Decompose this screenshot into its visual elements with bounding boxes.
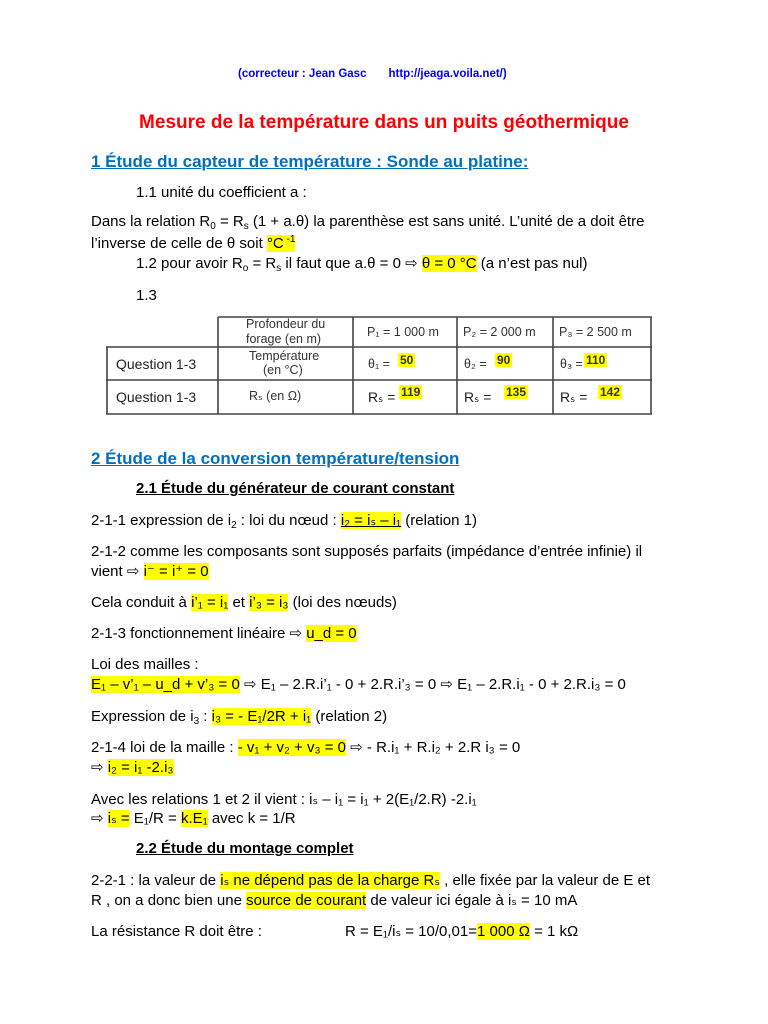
line-2-1-2-b: vient ⇨ i⁻ = i⁺ = 0 [91, 563, 209, 580]
temperature-value-1: 50 [400, 353, 414, 367]
resistance-value-3: 142 [600, 385, 621, 399]
paragraph-1-1-line2: l’inverse de celle de θ soit °C $^{-1}$ [91, 234, 296, 252]
subsection-2-1-title: 2.1 Étude du générateur de courant constant [136, 480, 455, 497]
theta1-label: θ₁ = [368, 357, 390, 371]
section-1-title: 1 Étude du capteur de température : Sonde au platine: [91, 152, 529, 171]
line-2-1-2-a: 2-1-2 comme les composants sont supposés parfaits (impédance d’entrée infinie) il [91, 543, 643, 560]
subsection-2-2-title: 2.2 Étude du montage complet [136, 840, 354, 857]
row1-label: Question 1-3 [116, 356, 197, 372]
k-e1: k.E₁ [180, 810, 208, 827]
line-relations-a: Avec les relations 1 et 2 il vient : iₛ – i₁ = i₁ + 2(E₁/2.R) -2.i₁ [91, 791, 477, 808]
depth-header-line1: Profondeur du [246, 317, 326, 331]
temperature-value-2: 90 [497, 353, 511, 367]
line-node-law: Cela conduit à i’₁ = i₁ et i’₃ = i₃ (loi des nœuds) [91, 594, 397, 611]
rs2-label: Rₛ = [464, 389, 492, 405]
current-source: source de courant [246, 892, 367, 909]
resistance-value-1: 119 [401, 385, 421, 399]
section-2-title: 2 Étude de la conversion température/tension [91, 449, 460, 468]
temperature-value-3: 110 [586, 353, 606, 367]
theta2-label: θ₂ = [464, 357, 487, 371]
results-table [106, 314, 652, 416]
temperature-label-line1: Température [249, 349, 320, 363]
line-i3-expression: Expression de $i_3$ : i₃ = - E₁/2R + i₁ (relation 2) [91, 708, 388, 727]
depth-p1: P₁ = 1 000 m [367, 325, 439, 339]
depth-p2: P₂ = 2 000 m [463, 325, 536, 339]
independent-of-load: iₛ ne dépend pas de la charge Rₛ [220, 872, 440, 889]
temperature-label-line2: (en °C) [263, 363, 303, 377]
node-law-3: i’₃ = i₃ [249, 594, 289, 611]
resistance-answer: 1 000 Ω [477, 923, 530, 940]
line-relations-b: ⇨ iₛ = E₁/R = k.E₁ avec k = 1/R [91, 810, 296, 827]
i2-result: i₂ = i₁ -2.i₃ [107, 759, 174, 776]
theta-answer: θ = 0 °C [421, 255, 477, 272]
resistance-label: Rₛ (en Ω) [249, 389, 302, 403]
author-url-link[interactable]: http://jeaga.voila.net/) [388, 68, 507, 80]
node-law-1: i’₁ = i₁ [191, 594, 229, 611]
ud-zero: u_d = 0 [306, 625, 357, 642]
relation-2: i₃ = - E₁/2R + i₁ [211, 708, 312, 725]
unit-answer: °C $^{-1}$ [266, 234, 296, 252]
line-2-2-1-b: R , on a donc bien une source de courant de valeur ici égale à iₛ = 10 mA [91, 892, 578, 909]
resistance-value-2: 135 [506, 385, 527, 399]
rs1-label: Rₛ = [368, 389, 396, 405]
line-2-1-1: 2-1-1 expression de $i_2$ : loi du nœud : i₂ = iₛ – i₁ (relation 1) [91, 512, 477, 531]
line-2-1-4-b: ⇨ i₂ = i₁ -2.i₃ [91, 759, 174, 776]
theta3-label: θ₃ = [560, 357, 583, 371]
line-2-1-3: 2-1-3 fonctionnement linéaire ⇨ u_d = 0 [91, 625, 357, 642]
mesh-law-label: Loi des mailles : [91, 656, 199, 673]
resistance-calculation: R = E₁/iₛ = 10/0,01=1 000 Ω = 1 kΩ [345, 923, 579, 940]
page-title: Mesure de la température dans un puits géothermique [139, 112, 629, 133]
loop-law: - v₁ + v₂ + v₃ = 0 [237, 739, 347, 756]
relation-1: i₂ = iₛ – i₁ [340, 512, 402, 529]
mesh-law-equation: E₁ – v’₁ – u_d + v’₃ = 0 ⇨ E₁ – 2.R.i’₁ - 0 + 2.R.i’₃ = 0 ⇨ E₁ – 2.R.i₁ - 0 + 2.R.i₃ = 0 [91, 676, 626, 693]
line-2-2-1-a: 2-2-1 : la valeur de iₛ ne dépend pas de la charge Rₛ , elle fixée par la valeur de E et [91, 872, 651, 889]
depth-p3: P₃ = 2 500 m [559, 325, 632, 339]
rs3-label: Rₛ = [560, 389, 588, 405]
credit-line [238, 69, 507, 81]
paragraph-1-1-line1: Dans la relation $R_0 = R_s$ (1 + a.θ) la parenthèse est sans unité. L’unité de a doit être [91, 213, 645, 232]
depth-header-line2: forage (en m) [246, 332, 322, 346]
mesh-equation-highlight: E₁ – v’₁ – u_d + v’₃ = 0 [91, 676, 240, 693]
input-currents-zero: i⁻ = i⁺ = 0 [143, 563, 209, 580]
is-equals: iₛ = [107, 810, 130, 827]
resistance-label-line: La résistance R doit être : [91, 923, 262, 940]
corrector-credit: (correcteur : Jean Gasc [238, 68, 367, 80]
question-1-1-label: 1.1 unité du coefficient a : [136, 184, 307, 201]
row2-label: Question 1-3 [116, 389, 197, 405]
question-1-3-label: 1.3 [136, 287, 157, 304]
line-2-1-4-a: 2-1-4 loi de la maille : - v₁ + v₂ + v₃ = 0 ⇨ - R.i₁ + R.i₂ + 2.R i₃ = 0 [91, 739, 521, 756]
question-1-2-line: 1.2 pour avoir $R_o = R_s$ il faut que a.θ = 0 ⇨ θ = 0 °C (a n’est pas nul) [136, 255, 588, 274]
